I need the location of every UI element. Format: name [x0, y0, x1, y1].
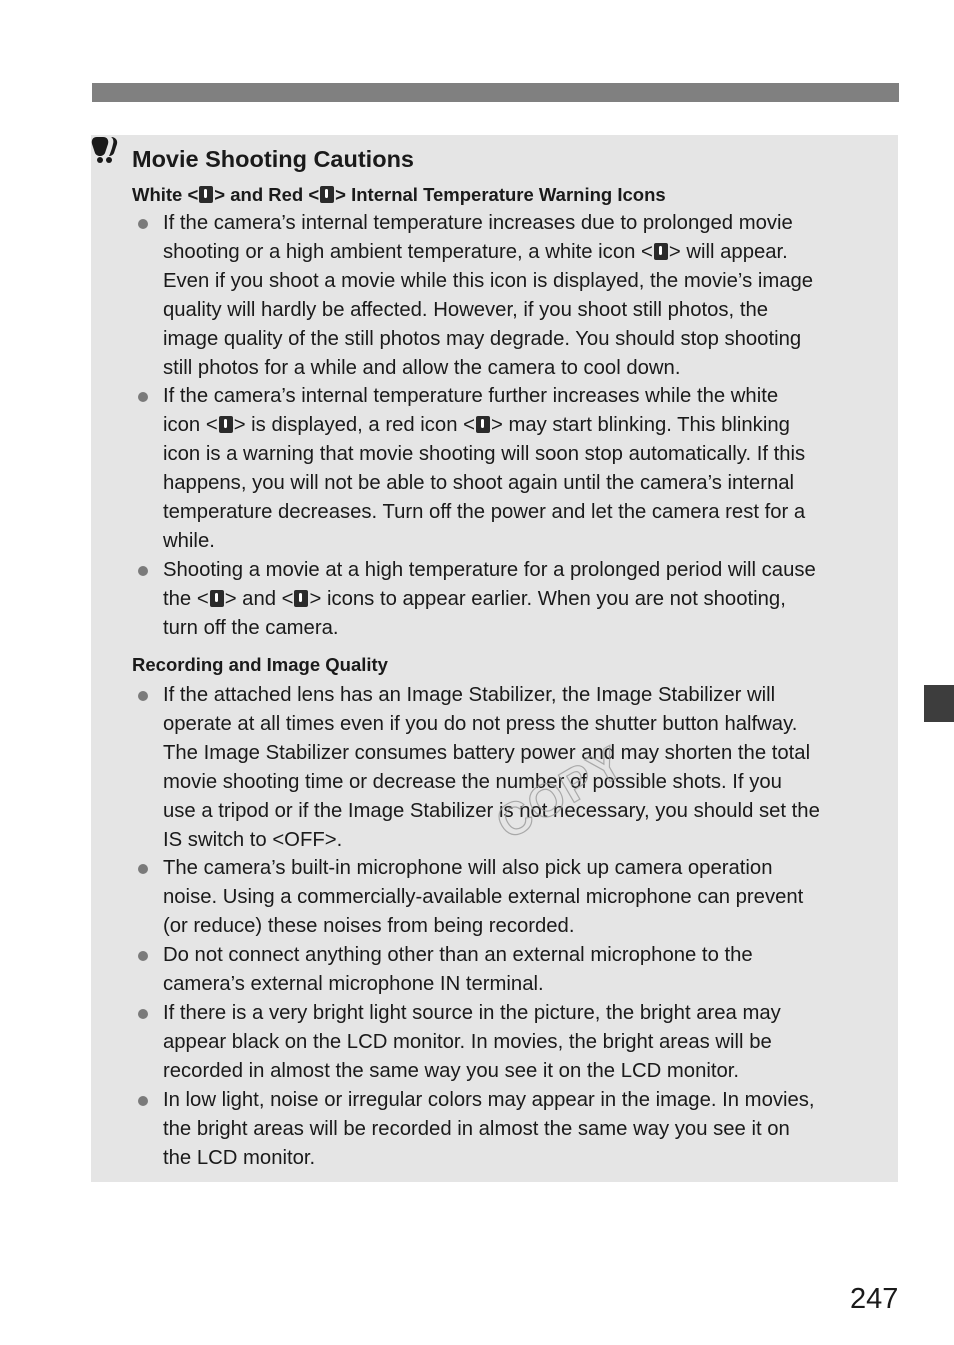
text-fragment: use a tripod or if the Image Stabilizer is not necessary, you should set the — [163, 799, 820, 822]
text-fragment: still photos for a while and allow the camera to cool down. — [163, 356, 681, 379]
chapter-tab — [924, 685, 954, 722]
temperature-warning-icon — [320, 186, 334, 203]
text-fragment: If there is a very bright light source in the picture, the bright area may — [163, 1001, 781, 1024]
text-line — [163, 238, 882, 267]
text-fragment: shooting or a high ambient temperature, a white icon < — [163, 240, 653, 263]
list-item — [132, 941, 882, 999]
text-line — [163, 556, 882, 585]
text-fragment: If the camera’s internal temperature further increases while the white — [163, 385, 779, 408]
text-line — [163, 681, 882, 710]
copy-watermark: COPY — [487, 734, 634, 850]
temperature-warning-icon — [219, 416, 233, 433]
text-fragment: The Image Stabilizer consumes battery power and may shorten the total — [163, 741, 811, 764]
bullet-dot-icon — [138, 219, 148, 229]
text-fragment: quality will hardly be affected. However, if you shoot still photos, the — [163, 298, 769, 321]
text-line — [163, 382, 882, 411]
text-fragment: turn off the camera. — [163, 616, 339, 639]
text-line — [163, 585, 882, 614]
text-line — [163, 1144, 882, 1173]
list-item — [132, 556, 882, 643]
recording-bullet-list — [132, 681, 882, 1172]
text-fragment: > icons to appear earlier. When you are not shooting, — [309, 587, 786, 610]
text-line — [163, 912, 882, 941]
temperature-warning-icon — [294, 590, 308, 607]
text-line — [163, 498, 882, 527]
section-heading-temperature — [132, 183, 666, 207]
section-heading-recording: Recording and Image Quality — [132, 654, 388, 675]
text-fragment: If the attached lens has an Image Stabilizer, the Image Stabilizer will — [163, 684, 776, 706]
panel-title: Movie Shooting Cautions — [132, 146, 414, 172]
text-line — [163, 267, 882, 296]
text-line — [163, 710, 882, 739]
text-fragment: the LCD monitor. — [163, 1146, 316, 1169]
text-fragment: operate at all times even if you do not press the shutter button halfway. — [163, 712, 798, 735]
text-line — [163, 854, 882, 883]
text-fragment: In low light, noise or irregular colors may appear in the image. In movies, — [163, 1088, 815, 1111]
bullet-dot-icon — [138, 566, 148, 576]
text-line — [163, 970, 882, 999]
text-fragment: Shooting a movie at a high temperature for a prolonged period will cause — [163, 558, 816, 581]
text-line — [163, 411, 882, 440]
text-fragment: > is displayed, a red icon < — [233, 414, 475, 437]
temperature-warning-icon — [654, 243, 668, 260]
bullet-dot-icon — [138, 691, 148, 701]
text-line — [163, 1115, 882, 1144]
page-number: 247 — [850, 1283, 899, 1315]
text-line — [163, 209, 882, 238]
text-line — [163, 739, 882, 768]
list-item — [132, 209, 882, 382]
text-fragment: IS switch to <OFF>. — [163, 828, 343, 851]
text-fragment: Even if you shoot a movie while this icon is displayed, the movie’s image — [163, 269, 814, 292]
text-fragment: appear black on the LCD monitor. In movies, the bright areas will be — [163, 1030, 772, 1053]
text-line — [163, 1057, 882, 1086]
cautions-panel — [91, 135, 898, 1182]
text-fragment: recorded in almost the same way you see it on the LCD monitor. — [163, 1059, 740, 1082]
text-line — [163, 1086, 882, 1115]
text-fragment: the bright areas will be recorded in almost the same way you see it on — [163, 1117, 790, 1140]
temperature-bullet-list — [132, 209, 882, 643]
text-fragment: If the camera’s internal temperature increases due to prolonged movie — [163, 212, 793, 234]
temperature-warning-icon — [476, 416, 490, 433]
text-line — [163, 325, 882, 354]
text-fragment: > will appear. — [668, 240, 788, 263]
text-fragment: temperature decreases. Turn off the power and let the camera rest for a — [163, 501, 806, 524]
bullet-dot-icon — [138, 1096, 148, 1106]
text-line — [163, 999, 882, 1028]
text-fragment: The camera’s built-in microphone will also pick up camera operation — [163, 857, 773, 880]
text-line — [163, 883, 882, 912]
text-line — [163, 941, 882, 970]
text-line — [163, 440, 882, 469]
text-fragment: icon < — [163, 414, 218, 437]
text-line — [163, 469, 882, 498]
temperature-warning-icon — [210, 590, 224, 607]
list-item — [132, 999, 882, 1086]
list-item — [132, 1086, 882, 1173]
text-fragment: Do not connect anything other than an external microphone to the — [163, 944, 753, 967]
text-fragment: icon is a warning that movie shooting will soon stop automatically. If this — [163, 443, 806, 466]
text-fragment: > Internal Temperature Warning Icons — [335, 184, 666, 205]
text-fragment: camera’s external microphone IN terminal. — [163, 973, 544, 996]
text-fragment: movie shooting time or decrease the number of possible shots. If you — [163, 770, 782, 793]
text-line — [163, 354, 882, 383]
text-fragment: image quality of the still photos may degrade. You should stop shooting — [163, 327, 802, 350]
text-fragment: > may start blinking. This blinking — [490, 414, 790, 437]
caution-exclamation-icon — [91, 135, 119, 163]
top-rule — [92, 83, 899, 102]
bullet-dot-icon — [138, 392, 148, 402]
bullet-dot-icon — [138, 1009, 148, 1019]
text-line — [163, 527, 882, 556]
text-fragment: noise. Using a commercially-available external microphone can prevent — [163, 886, 804, 909]
text-fragment: (or reduce) these noises from being recorded. — [163, 915, 575, 938]
text-fragment: while. — [163, 529, 215, 552]
text-line — [163, 1028, 882, 1057]
text-fragment: > and Red < — [214, 184, 320, 205]
list-item — [132, 382, 882, 555]
temperature-warning-icon — [199, 186, 213, 203]
bullet-dot-icon — [138, 864, 148, 874]
text-fragment: White < — [132, 184, 199, 205]
list-item — [132, 854, 882, 941]
text-line — [163, 614, 882, 643]
text-fragment: the < — [163, 587, 209, 610]
text-fragment: happens, you will not be able to shoot again until the camera’s internal — [163, 472, 795, 495]
text-line — [163, 296, 882, 325]
bullet-dot-icon — [138, 951, 148, 961]
text-fragment: > and < — [224, 587, 294, 610]
